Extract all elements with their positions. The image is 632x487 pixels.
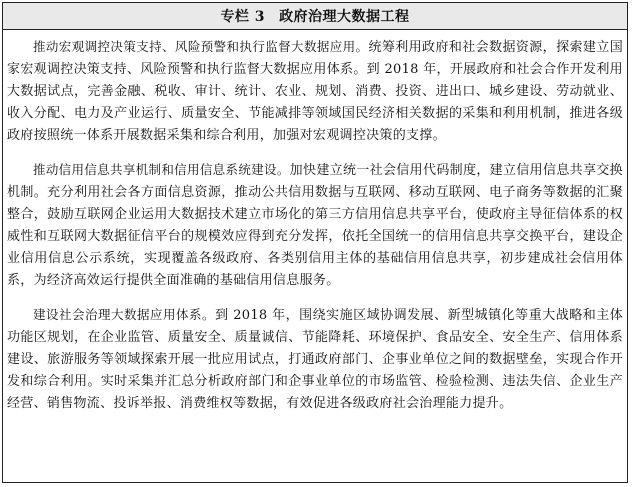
column-title: 政府治理大数据工程 (279, 9, 410, 25)
paragraph-credit-info (7, 159, 623, 292)
paragraph-lead: 建设社会治理大数据应用体系。 (33, 307, 216, 322)
paragraph-body: 统筹利用政府和社会数据资源，探索建立国家宏观调控决策支持、风险预警和执行监督大数据应用体系。到 2018 年，开展政府和社会合作开发利用大数据试点，完善金融、税收、审计、统计、农业、规划、消费、投资、进出口、城乡建设、劳动就业、收入分配、电力及产业运行、质量安全、节能减排等领域国民经济相关数据的采集和利用机制，推进各级政府按照统一体系开展数据采集和综合利用，加强对宏观调控决策的支撑。 (7, 40, 623, 143)
column-number: 专栏 3 (220, 9, 266, 25)
paragraph-lead: 推动信用信息共享机制和信用信息系统建设。 (33, 162, 290, 177)
column-title-bar (3, 3, 627, 30)
column-content (3, 30, 627, 415)
paragraph-body: 到 2018 年，围绕实施区域协调发展、新型城镇化等重大战略和主体功能区规划，在企业监管、质量安全、质量诚信、节能降耗、环境保护、食品安全、安全生产、信用体系建设、旅游服务等领域探索开展一批应用试点，打通政府部门、企事业单位之间的数据壁垒，实现合作开发和综合利用。实时采集并汇总分析政府部门和企事业单位的市场监管、检验检测、违法失信、企业生产经营、销售物流、投诉举报、消费维权等数据，有效促进各级政府社会治理能力提升。 (7, 308, 624, 411)
paragraph-social-governance (7, 304, 623, 415)
paragraph-body: 加快建立统一社会信用代码制度，建立信用信息共享交换机制。充分利用社会各方面信息资源，推动公共信用数据与互联网、移动互联网、电子商务等数据的汇聚整合，鼓励互联网企业运用大数据技术建立市场化的第三方信用信息共享平台，使政府主导征信体系的权威性和互联网大数据征信平台的规模效应得到充分发挥，依托全国统一的信用信息共享交换平台，建设企业信用信息公示系统，实现覆盖各级政府、各类别信用主体的基础信用信息共享，初步建成社会信用体系，为经济高效运行提供全面准确的基础信用信息服务。 (7, 163, 623, 288)
paragraph-macro-control (7, 36, 623, 147)
paragraph-lead: 推动宏观调控决策支持、风险预警和执行监督大数据应用。 (33, 39, 369, 54)
column-box (2, 2, 628, 483)
